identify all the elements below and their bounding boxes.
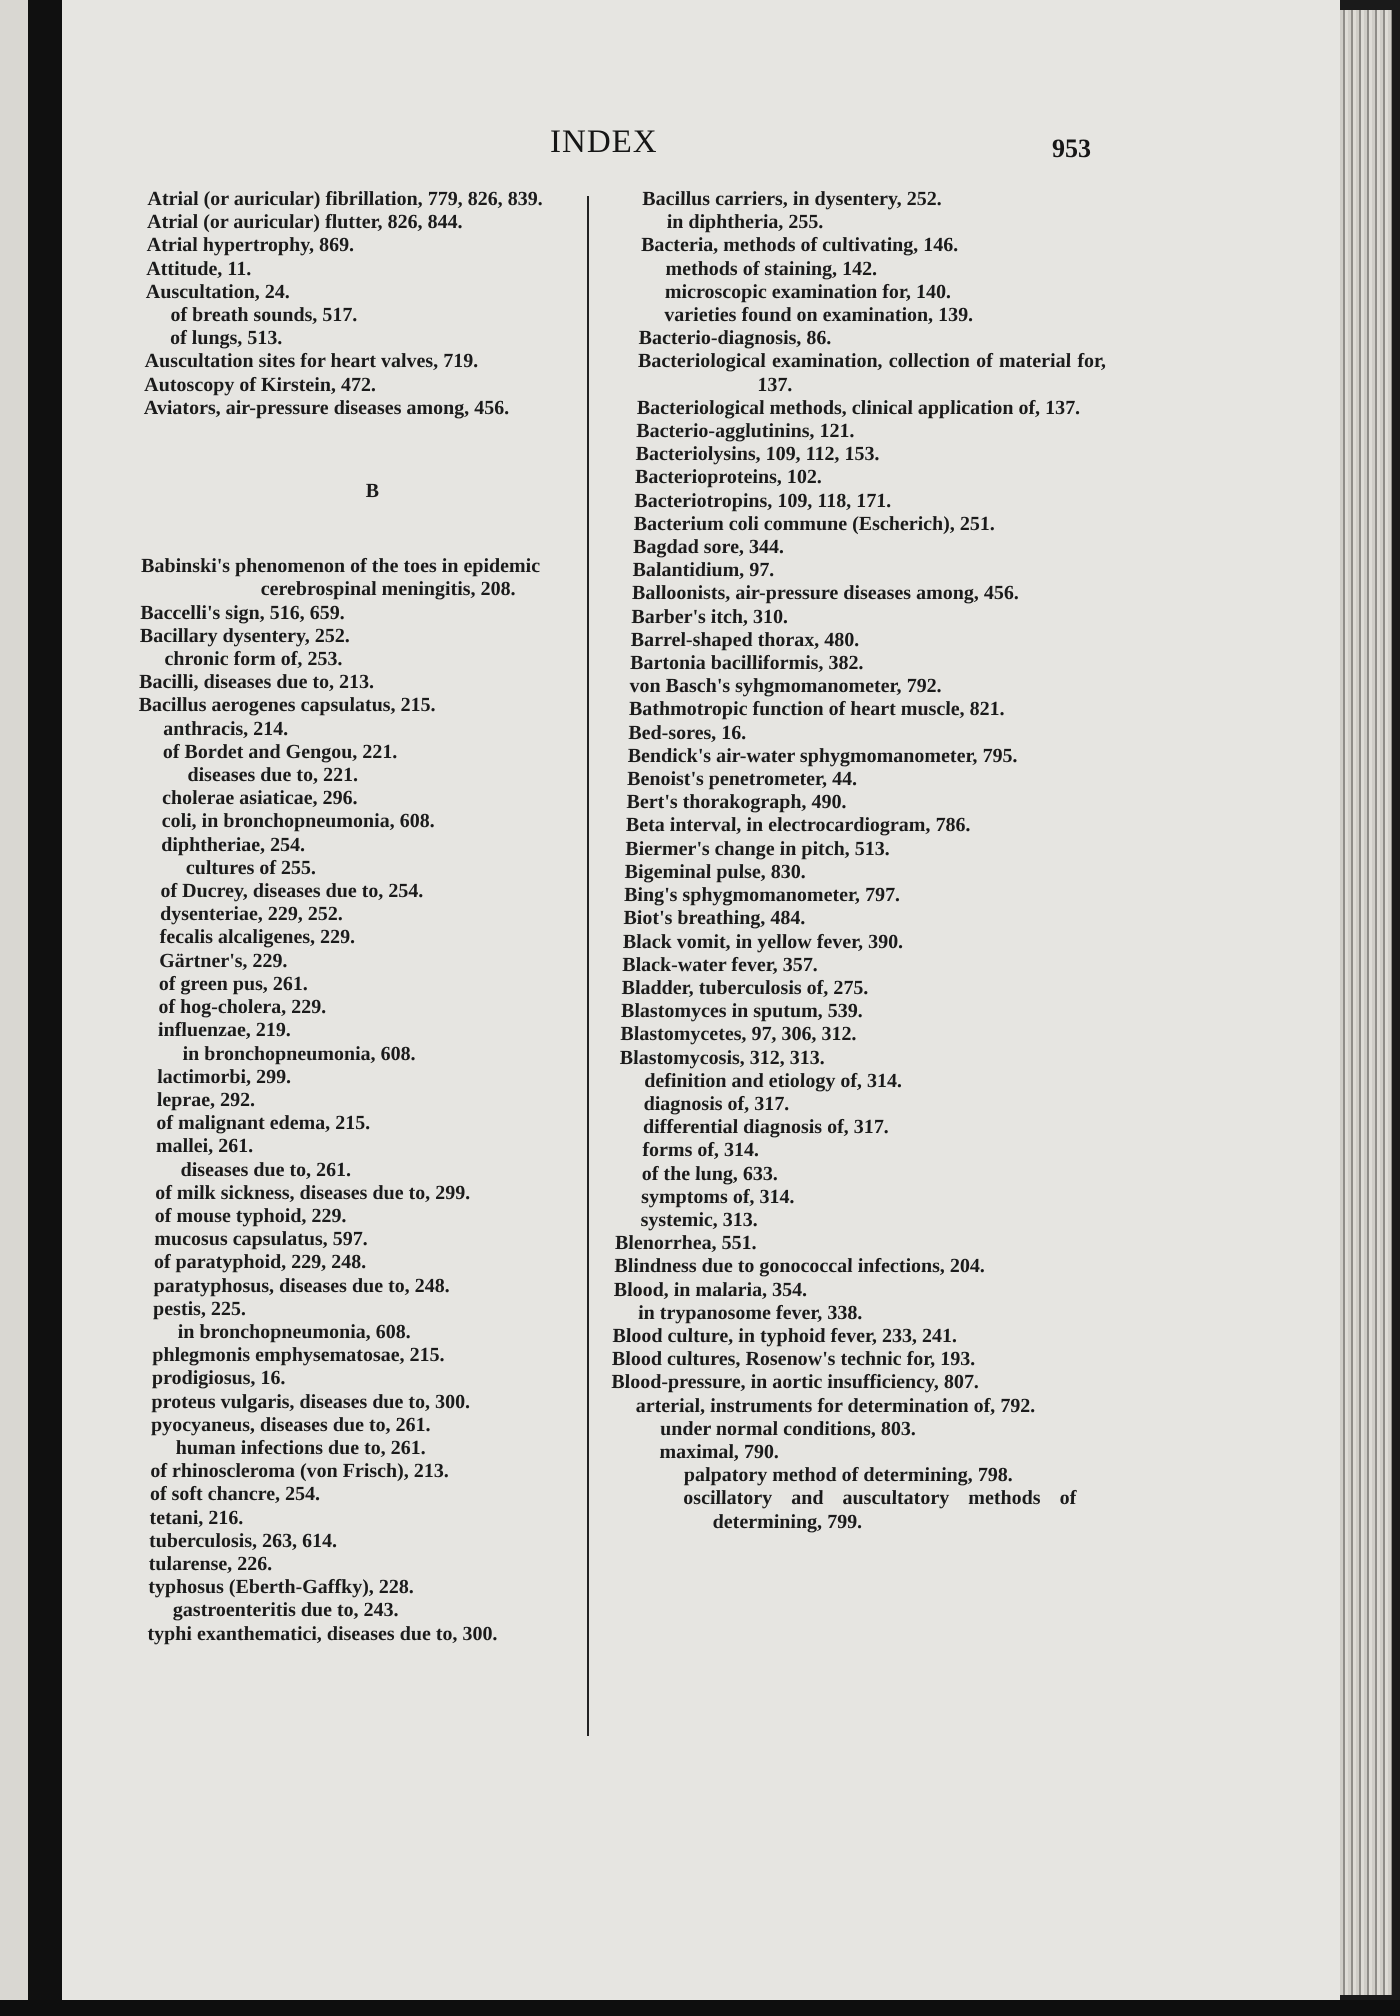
index-entry: Atrial (or auricular) fibrillation, 779, 826, 839.: [147, 188, 543, 210]
index-entry: Auscultation, 24.: [145, 280, 291, 303]
index-subentry: of mouse typhoid, 229.: [154, 1204, 347, 1227]
index-subentry: arterial, instruments for determination of, 792.: [635, 1394, 1036, 1417]
index-entry: Bacterium coli commune (Escherich), 251.: [633, 512, 996, 535]
index-entry: Bacillus aerogenes capsulatus, 215.: [138, 694, 436, 717]
index-entry: Benoist's penetrometer, 44.: [626, 768, 858, 791]
index-entry: Bagdad sore, 344.: [632, 536, 785, 559]
index-subentry: in diphtheria, 255.: [666, 211, 824, 234]
section-letter-heading: B: [365, 480, 380, 503]
index-subentry: of Bordet and Gengou, 221.: [162, 740, 398, 763]
index-subentry: in trypanosome fever, 338.: [637, 1301, 863, 1324]
index-subentry: human infections due to, 261.: [175, 1436, 426, 1459]
index-subentry: oscillatory and auscultatory methods of determining, 799.: [683, 1487, 1077, 1533]
index-entry: Bacillus carriers, in dysentery, 252.: [642, 188, 943, 210]
index-subentry: paratyphosus, diseases due to, 248.: [153, 1274, 450, 1297]
index-entry: Autoscopy of Kirstein, 472.: [144, 373, 377, 396]
index-entry: Bacteria, methods of cultivating, 146.: [640, 234, 959, 257]
index-subentry: typhosus (Eberth-Gaffky), 228.: [148, 1576, 415, 1599]
index-subentry: leprae, 292.: [156, 1088, 256, 1111]
index-subentry: coli, in bronchopneumonia, 608.: [161, 810, 435, 833]
index-subentry: pyocyaneus, diseases due to, 261.: [150, 1413, 431, 1436]
index-entry: Bigeminal pulse, 830.: [624, 860, 807, 883]
index-subentry: mucosus capsulatus, 597.: [154, 1228, 368, 1251]
index-subentry: of the lung, 633.: [641, 1162, 779, 1185]
index-entry: Blood, in malaria, 354.: [613, 1278, 808, 1301]
index-subentry: tularense, 226.: [148, 1552, 273, 1575]
index-entry: Baccelli's sign, 516, 659.: [140, 601, 345, 624]
index-subentry: systemic, 313.: [640, 1208, 759, 1231]
index-entry: Babinski's phenomenon of the toes in epidemic cerebrospinal meningitis, 208.: [140, 555, 541, 601]
left-entries-b: [122, 555, 601, 1646]
index-subentry: Gärtner's, 229.: [159, 949, 288, 972]
index-subentry: diphtheriae, 254.: [161, 833, 306, 856]
index-subentry: of rhinoscleroma (von Frisch), 213.: [150, 1460, 450, 1483]
index-subentry: of Ducrey, diseases due to, 254.: [160, 880, 424, 903]
index-entry: Bed-sores, 16.: [628, 721, 747, 744]
index-subentry: of milk sickness, diseases due to, 299.: [154, 1181, 471, 1204]
index-entry: Atrial hypertrophy, 869.: [146, 234, 355, 257]
index-subentry: of malignant edema, 215.: [156, 1112, 371, 1135]
index-subentry: tetani, 216.: [149, 1506, 244, 1529]
index-entry: von Basch's syhgmomanometer, 792.: [629, 675, 942, 698]
index-entry: Blastomycetes, 97, 306, 312.: [620, 1023, 857, 1046]
index-entry: Bartonia bacilliformis, 382.: [629, 652, 864, 675]
index-entry: Bacillary dysentery, 252.: [139, 624, 351, 647]
index-subentry: prodigiosus, 16.: [151, 1367, 286, 1390]
index-entry: Blindness due to gonococcal infections, 204.: [614, 1255, 986, 1278]
index-entry: Bacterio-agglutinins, 121.: [635, 420, 855, 443]
index-subentry: of soft chancre, 254.: [149, 1483, 321, 1506]
index-subentry: under normal conditions, 803.: [659, 1417, 917, 1440]
index-entry: Blood-pressure, in aortic insufficiency, 807.: [611, 1371, 980, 1394]
column-divider-rule: [587, 196, 589, 1736]
book-spine-edge: [0, 0, 28, 2016]
index-subentry: chronic form of, 253.: [164, 648, 343, 671]
index-subentry: diseases due to, 221.: [187, 764, 359, 787]
index-subentry: diseases due to, 261.: [180, 1158, 352, 1181]
index-subentry: anthracis, 214.: [163, 717, 289, 740]
index-subentry: of lungs, 513.: [169, 327, 283, 350]
index-entry: Black vomit, in yellow fever, 390.: [622, 930, 904, 953]
index-entry: Bert's thorakograph, 490.: [626, 791, 847, 814]
index-subentry: of breath sounds, 517.: [170, 304, 358, 327]
index-subentry: symptoms of, 314.: [640, 1185, 795, 1208]
index-subentry: of hog-cholera, 229.: [158, 996, 327, 1019]
running-head-title: INDEX: [550, 124, 658, 160]
index-subentry: methods of staining, 142.: [665, 257, 878, 280]
index-entry: Barber's itch, 310.: [631, 605, 789, 628]
scan-bottom-border: [0, 2000, 1400, 2016]
index-entry: Beta interval, in electrocardiogram, 786.: [625, 814, 971, 837]
index-entry: Blenorrhea, 551.: [614, 1232, 757, 1255]
index-entry: Attitude, 11.: [146, 257, 252, 280]
index-entry: Barrel-shaped thorax, 480.: [630, 628, 860, 651]
index-entry: Balloonists, air-pressure diseases among, 456.: [631, 582, 1020, 605]
index-subentry: cultures of 255.: [185, 856, 317, 879]
index-subentry: in bronchopneumonia, 608.: [177, 1320, 411, 1343]
index-entry: Biot's breathing, 484.: [623, 907, 806, 930]
index-entry: Blastomycosis, 312, 313.: [619, 1046, 826, 1069]
right-entries: [607, 188, 1110, 1534]
index-subentry: mallei, 261.: [155, 1135, 254, 1158]
index-entry: Black-water fever, 357.: [621, 953, 819, 976]
index-subentry: pestis, 225.: [152, 1297, 247, 1320]
page-number: 953: [1052, 134, 1091, 163]
index-subentry: typhi exanthematici, diseases due to, 300.: [147, 1622, 498, 1645]
index-subentry: fecalis alcaligenes, 229.: [159, 926, 356, 949]
left-entries-a: [144, 188, 608, 420]
page-stack-edge: [1340, 10, 1392, 1995]
index-subentry: lactimorbi, 299.: [157, 1065, 292, 1088]
index-entry: Bathmotropic function of heart muscle, 821.: [628, 698, 1005, 721]
index-subentry: in bronchopneumonia, 608.: [182, 1042, 416, 1065]
index-subentry: tuberculosis, 263, 614.: [148, 1529, 338, 1552]
index-subentry: maximal, 790.: [659, 1440, 780, 1463]
index-column-left: [122, 188, 607, 1646]
index-subentry: palpatory method of determining, 798.: [683, 1464, 1014, 1487]
index-subentry: definition and etiology of, 314.: [643, 1069, 903, 1092]
index-subentry: of green pus, 261.: [158, 972, 309, 995]
book-gutter: [28, 0, 62, 2016]
index-entry: Bing's sphygmomanometer, 797.: [623, 884, 901, 907]
index-entry: Auscultation sites for heart valves, 719.: [144, 350, 479, 373]
index-entry: Bacilli, diseases due to, 213.: [138, 671, 375, 694]
index-entry: Aviators, air-pressure diseases among, 456.: [143, 396, 510, 419]
index-entry: Blood cultures, Rosenow's technic for, 193.: [611, 1348, 976, 1371]
index-entry: Bacterioproteins, 102.: [634, 466, 823, 489]
index-subentry: dysenteriae, 229, 252.: [159, 903, 344, 926]
index-subentry: influenzae, 219.: [157, 1019, 291, 1042]
index-subentry: of paratyphoid, 229, 248.: [153, 1251, 367, 1274]
index-subentry: varieties found on examination, 139.: [664, 304, 974, 327]
index-entry: Bacteriological methods, clinical application of, 137.: [636, 396, 1081, 419]
index-subentry: proteus vulgaris, diseases due to, 300.: [151, 1390, 471, 1413]
index-subentry: gastroenteritis due to, 243.: [172, 1599, 399, 1622]
index-subentry: phlegmonis emphysematosae, 215.: [152, 1344, 445, 1367]
index-entry: Blood culture, in typhoid fever, 233, 241.: [612, 1324, 958, 1347]
index-entry: Balantidium, 97.: [632, 559, 775, 582]
index-subentry: cholerae asiaticae, 296.: [161, 787, 358, 810]
index-subentry: microscopic examination for, 140.: [664, 280, 952, 303]
index-subentry: diagnosis of, 317.: [643, 1092, 790, 1115]
index-entry: Bendick's air-water sphygmomanometer, 795.: [627, 744, 1018, 767]
index-entry: Bacteriolysins, 109, 112, 153.: [635, 443, 880, 466]
index-entry: Blastomyces in sputum, 539.: [620, 1000, 864, 1023]
index-entry: Atrial (or auricular) flutter, 826, 844.: [146, 211, 463, 234]
index-entry: Bladder, tuberculosis of, 275.: [621, 976, 869, 999]
index-entry: Bacteriotropins, 109, 118, 171.: [634, 489, 892, 512]
index-entry: Biermer's change in pitch, 513.: [625, 837, 891, 860]
index-column-right: [607, 188, 1110, 1534]
index-entry: Bacteriological examination, collection of material for, 137.: [637, 350, 1107, 396]
index-subentry: differential diagnosis of, 317.: [642, 1116, 890, 1139]
index-entry: Bacterio-diagnosis, 86.: [638, 327, 832, 350]
index-subentry: forms of, 314.: [642, 1139, 760, 1162]
